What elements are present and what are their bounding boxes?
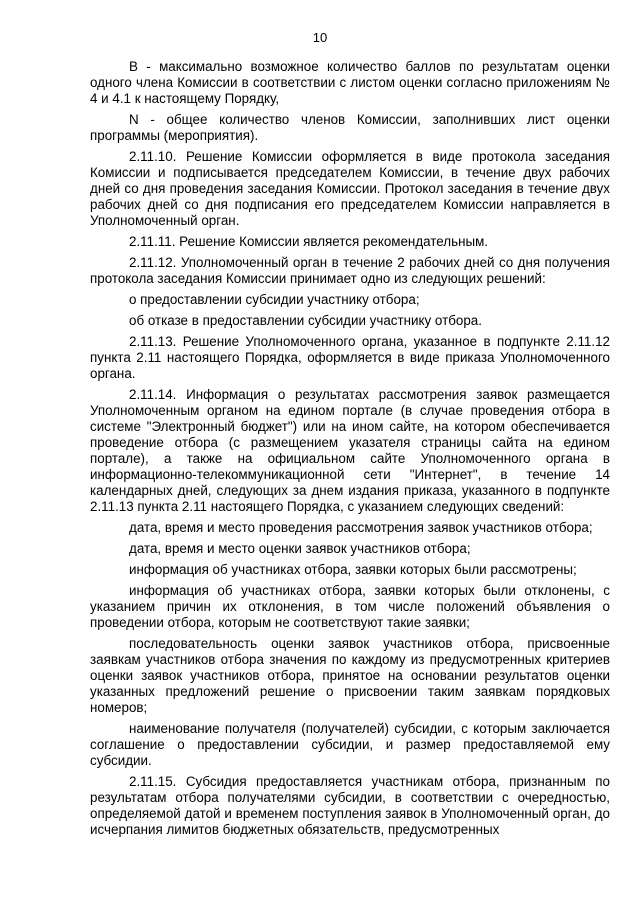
paragraph-b-definition: В - максимально возможное количество баллов по результатам оценки одного члена Комиссии в соответствии с листом оценки согласно приложениям № 4 и 4.1 к настоящему Порядку, bbox=[90, 59, 610, 106]
list-item-reviewed-participants: информация об участниках отбора, заявки которых были рассмотрены; bbox=[129, 562, 577, 577]
list-item-review-date: дата, время и место проведения рассмотрения заявок участников отбора; bbox=[129, 520, 593, 535]
list-item-recipient-name: наименование получателя (получателей) субсидии, с которым заключается соглашение о предоставлении субсидии, и размер предоставляемой ему субсидии. bbox=[90, 721, 610, 768]
paragraph-2-11-13: 2.11.13. Решение Уполномоченного органа, указанное в подпункте 2.11.12 пункта 2.11 настоящего Порядка, оформляется в виде приказа Уполномоченного органа. bbox=[90, 334, 610, 381]
paragraph-2-11-15: 2.11.15. Субсидия предоставляется участникам отбора, признанным по результатам отбора получателями субсидии, в соответствии с очередностью, определяемой датой и временем поступления заявок в Уполномоченный орган, до исчерпания лимитов бюджетных обязательств, предусмотренных bbox=[90, 774, 610, 837]
list-item-grant: о предоставлении субсидии участнику отбора; bbox=[129, 292, 420, 307]
paragraph-2-11-11: 2.11.11. Решение Комиссии является рекомендательным. bbox=[129, 234, 489, 249]
list-item-refusal: об отказе в предоставлении субсидии участнику отбора. bbox=[129, 313, 482, 328]
paragraph-2-11-14: 2.11.14. Информация о результатах рассмотрения заявок размещается Уполномоченным органом на едином портале (в случае проведения отбора в системе "Электронный бюджет") или на ином сайте, на котором обеспечивается проведение отбора (с размещением указателя страницы сайта на едином портале), а также на официальном сайте Уполномоченного органа в информационно-телекоммуникационной сети "Интернет", в течение 14 календарных дней, следующих за днем издания приказа, указанного в подпункте 2.11.13 пункта 2.11 настоящего Порядка, с указанием следующих сведений: bbox=[90, 387, 610, 514]
document-body bbox=[90, 59, 610, 843]
list-item-evaluation-sequence: последовательность оценки заявок участников отбора, присвоенные заявкам участников отбора значения по каждому из предусмотренных критериев оценки заявок участников отбора, принятое на основании результатов оценки указанных предложений решение о присвоении таким заявкам порядковых номеров; bbox=[90, 636, 610, 715]
paragraph-2-11-10: 2.11.10. Решение Комиссии оформляется в виде протокола заседания Комиссии и подписывается председателем Комиссии, в течение двух рабочих дней со дня проведения заседания Комиссии. Протокол заседания в течение двух рабочих дней со дня подписания его председателем Комиссии направляется в Уполномоченный орган. bbox=[90, 149, 610, 228]
paragraph-n-definition: N - общее количество членов Комиссии, заполнивших лист оценки программы (мероприятия). bbox=[90, 112, 610, 143]
page-number: 10 bbox=[312, 30, 328, 45]
list-item-evaluation-date: дата, время и место оценки заявок участников отбора; bbox=[129, 541, 471, 556]
list-item-rejected-participants: информация об участниках отбора, заявки которых были отклонены, с указанием причин их отклонения, в том числе положений объявления о проведении отбора, которым не соответствуют такие заявки; bbox=[90, 583, 610, 630]
paragraph-2-11-12: 2.11.12. Уполномоченный орган в течение 2 рабочих дней со дня получения протокола заседания Комиссии принимает одно из следующих решений: bbox=[90, 255, 610, 286]
